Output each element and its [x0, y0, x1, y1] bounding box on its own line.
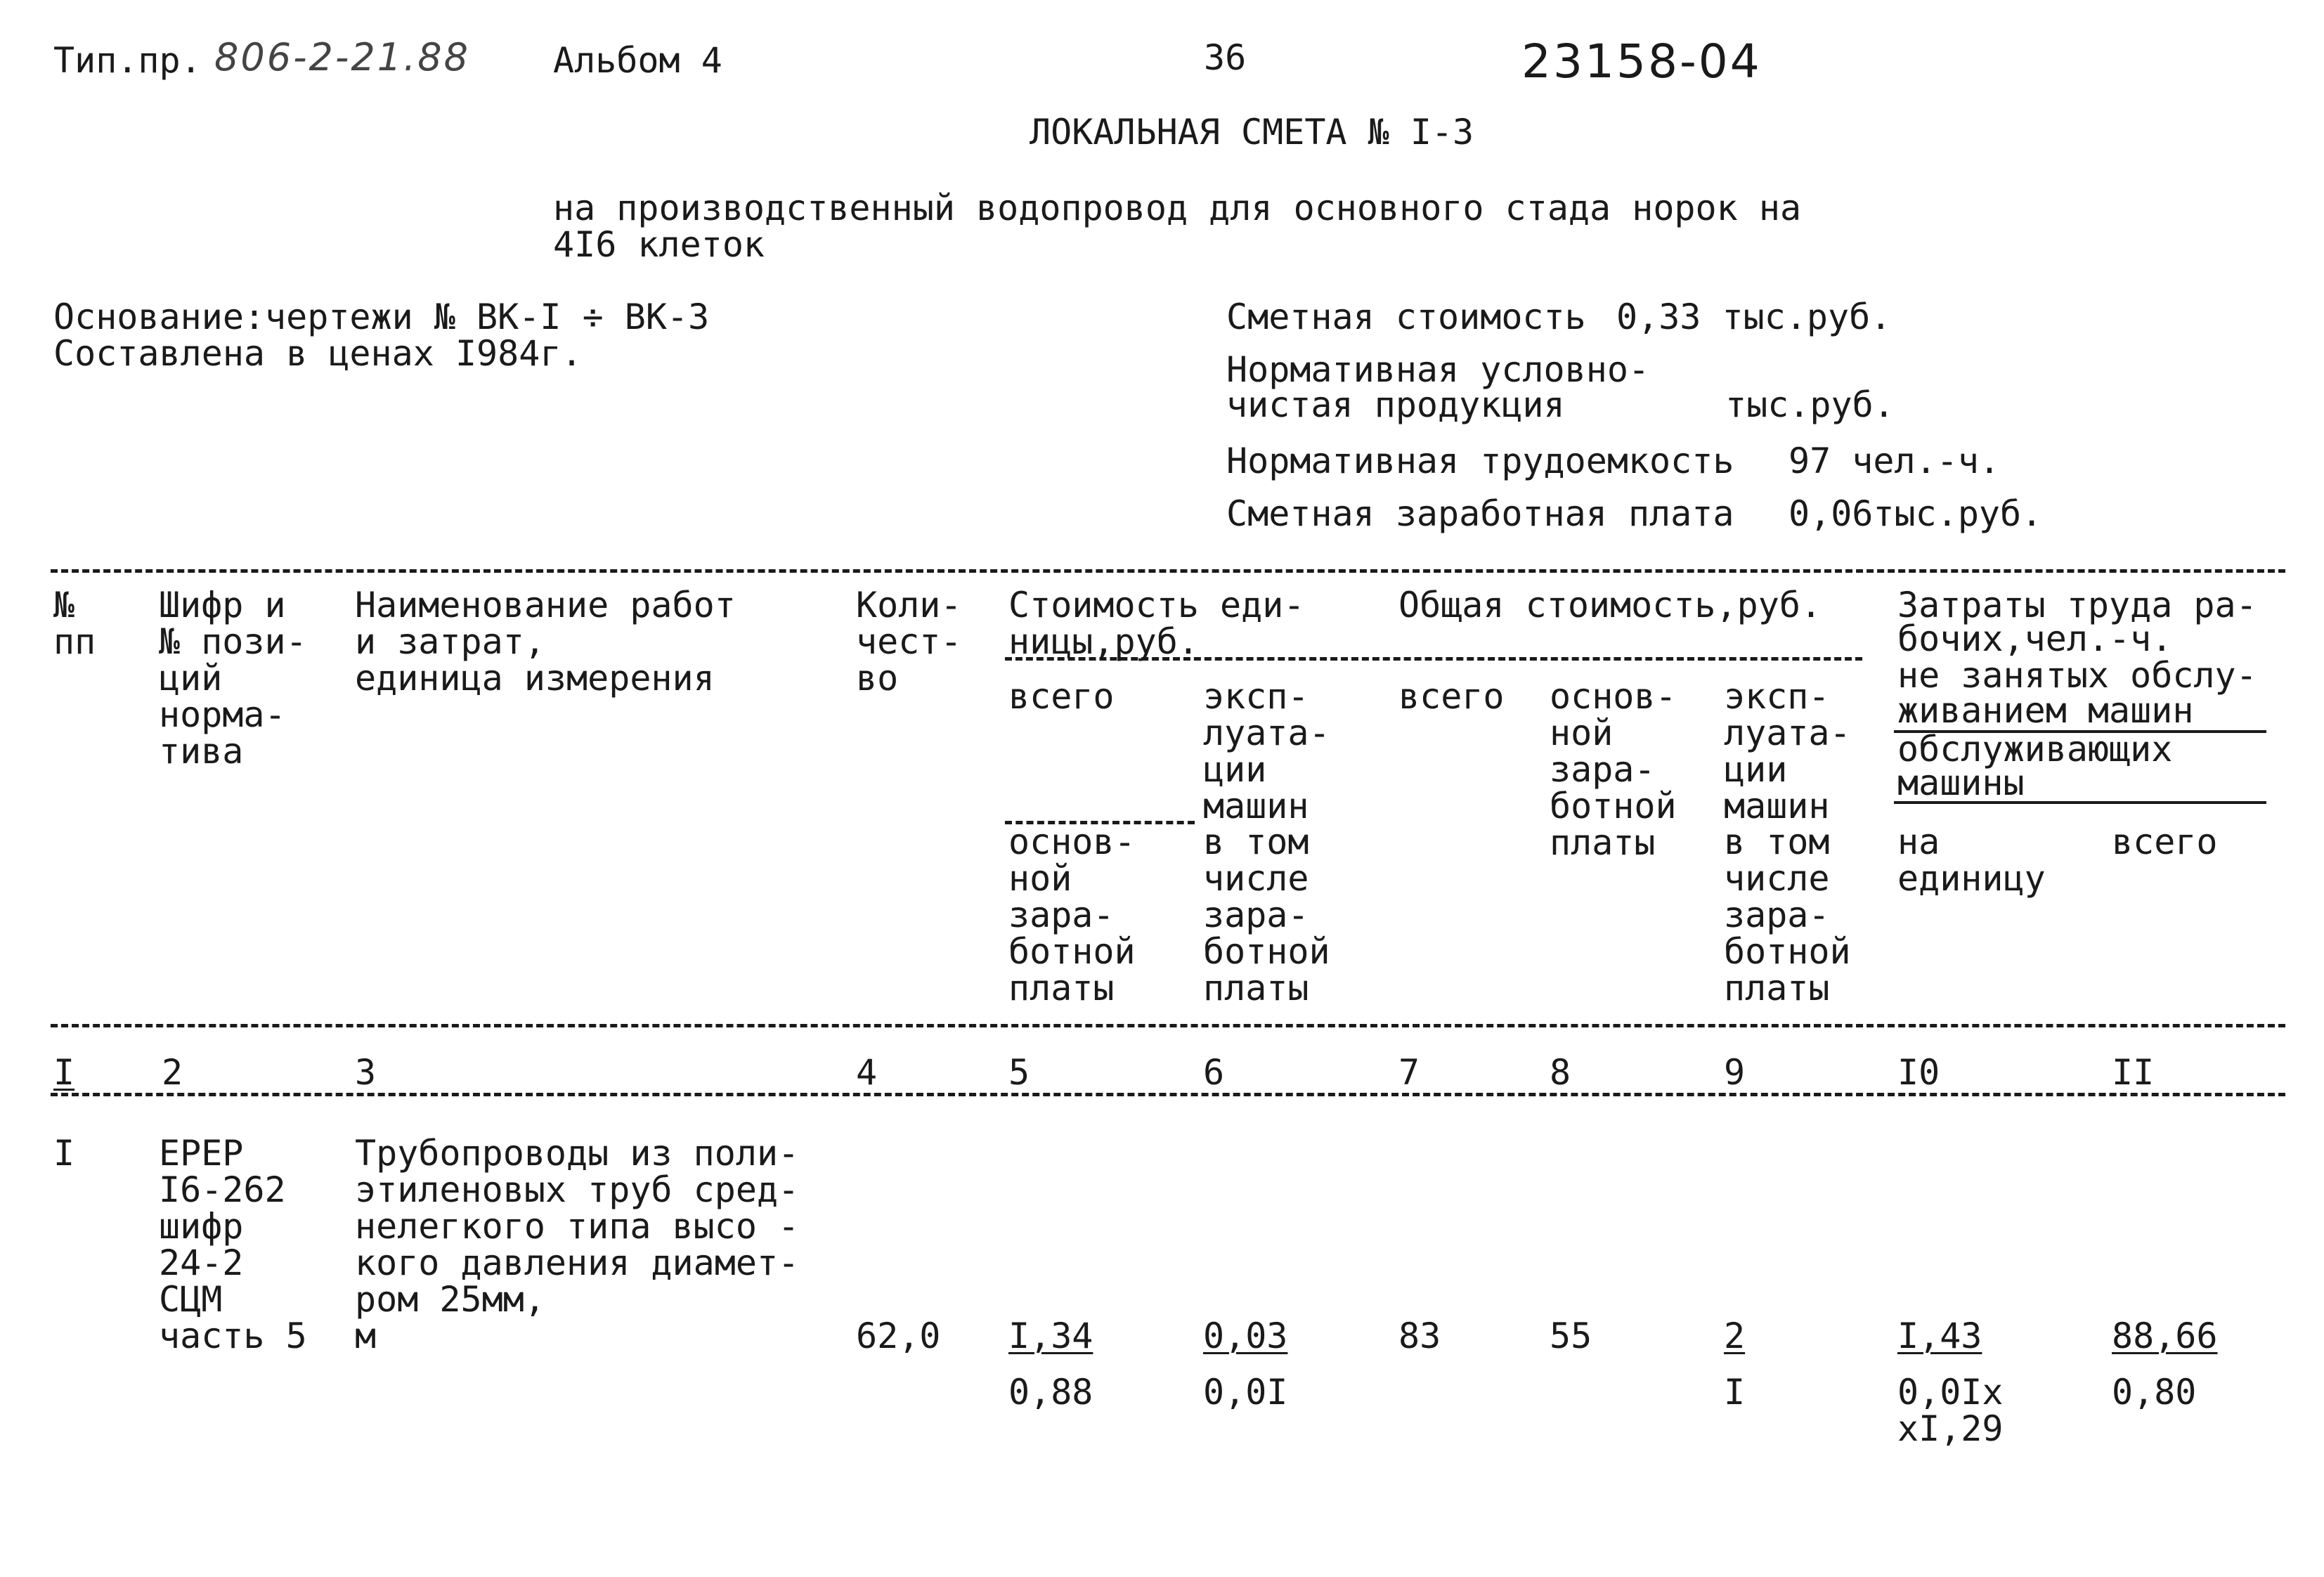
header-labor-group-line4: живанием машин — [1897, 690, 2194, 731]
labor-intensity-label: Нормативная трудоемкость — [1226, 441, 1734, 481]
column-numbers-rule — [51, 1093, 2285, 1096]
table-header-bottom-rule — [51, 1024, 2285, 1027]
row-unit-cost-machine-wage: 0,0I — [1203, 1372, 1288, 1413]
header-col5-total: всего — [1008, 676, 1115, 717]
row-unit-cost-wage: 0,88 — [1008, 1372, 1093, 1413]
header-col-name: Наименование работ и затрат, единица измерения — [355, 585, 736, 699]
header-labor-group-line1: Затраты труда ра- — [1897, 585, 2257, 625]
estimated-cost-label: Сметная стоимость — [1226, 297, 1586, 337]
header-col10-per-unit: на единицу — [1897, 822, 2046, 899]
header-labor-group-line5: обслуживающих — [1897, 729, 2173, 770]
table-top-rule — [51, 569, 2285, 573]
header-col9-machine-wage: в том числе зара- ботной платы — [1724, 822, 1851, 1008]
column-number-9: 9 — [1724, 1052, 1746, 1093]
basis-line2: Составлена в ценах I984г. — [53, 333, 583, 374]
header-col11-total: всего — [2112, 822, 2218, 862]
column-number-3: 3 — [355, 1052, 377, 1093]
row-labor-per-unit-machine: 0,0Ix xI,29 — [1897, 1372, 2004, 1449]
header-col9-machine: эксп- луата- ции машин — [1724, 676, 1851, 826]
estimate-subject-line1: на производственный водопровод для основного стада норок на — [553, 188, 1802, 228]
header-col7-total: всего — [1398, 676, 1505, 717]
type-project-number: 806-2-21.88 — [214, 35, 470, 79]
wage-label: Сметная заработная плата — [1226, 493, 1734, 534]
column-number-2: 2 — [162, 1052, 183, 1093]
net-product-unit: тыс.руб. — [1725, 384, 1895, 425]
estimated-cost-value: 0,33 тыс.руб. — [1616, 297, 1892, 337]
header-col6-machine: эксп- луата- ции машин — [1203, 676, 1330, 826]
header-col5-wage: основ- ной зара- ботной платы — [1008, 822, 1136, 1008]
header-col-quantity: Коли- чест- во — [856, 585, 962, 699]
row-total-cost: 83 — [1398, 1316, 1441, 1356]
column-number-10: I0 — [1897, 1052, 1940, 1093]
row-unit-cost-machine: 0,03 — [1203, 1316, 1288, 1356]
estimate-subject-line2: 4I6 клеток — [553, 224, 765, 265]
row-labor-total: 88,66 — [2112, 1316, 2218, 1356]
header-labor-group-line6: машины — [1897, 762, 2025, 803]
page-number: 36 — [1204, 37, 1247, 78]
document-code: 23158-04 — [1521, 34, 1762, 89]
header-unit-cost-group: Стоимость еди- ницы,руб. — [1008, 585, 1305, 662]
type-project-prefix: Тип.пр. — [53, 40, 202, 81]
column-number-4: 4 — [856, 1052, 878, 1093]
row-number: I — [53, 1133, 75, 1174]
estimate-heading: ЛОКАЛЬНАЯ СМЕТА № I-3 — [1030, 112, 1474, 152]
column-number-8: 8 — [1550, 1052, 1571, 1093]
header-col-code: Шифр и № пози- ций норма- тива — [159, 585, 307, 772]
net-product-label-line2: чистая продукция — [1226, 384, 1565, 425]
row-unit-cost-total: I,34 — [1008, 1316, 1093, 1356]
column-number-11: II — [2112, 1052, 2155, 1093]
column-number-6: 6 — [1203, 1052, 1225, 1093]
row-total-machine: 2 — [1724, 1316, 1746, 1356]
row-total-machine-wage: I — [1724, 1372, 1746, 1413]
row-labor-per-unit: I,43 — [1897, 1316, 1982, 1356]
row-labor-total-machine: 0,80 — [2112, 1372, 2197, 1413]
row-quantity: 62,0 — [856, 1316, 941, 1356]
labor-intensity-value: 97 чел.-ч. — [1789, 441, 2001, 481]
basis-line1: Основание:чертежи № ВК-I ÷ ВК-3 — [53, 297, 710, 337]
header-total-cost-group: Общая стоимость,руб. — [1398, 585, 1822, 625]
row-total-wage: 55 — [1550, 1316, 1592, 1356]
album-label: Альбом 4 — [553, 40, 722, 81]
header-col6-machine-wage: в том числе зара- ботной платы — [1203, 822, 1330, 1008]
header-col8-wage: основ- ной зара- ботной платы — [1550, 676, 1677, 863]
column-number-5: 5 — [1008, 1052, 1030, 1093]
net-product-label-line1: Нормативная условно- — [1226, 349, 1650, 390]
column-number-7: 7 — [1398, 1052, 1420, 1093]
row-work-name: Трубопроводы из поли- этиленовых труб сред- нелегкого типа высо - кого давления диамет- ром 25мм, м — [355, 1133, 800, 1356]
header-col-number: № пп — [53, 585, 96, 662]
row-norm-code: ЕРЕР I6-262 шифр 24-2 СЦМ часть 5 — [159, 1133, 307, 1356]
column-number-1: I — [53, 1052, 75, 1093]
wage-value: 0,06тыс.руб. — [1789, 493, 2043, 534]
header-labor-group-line2: бочих,чел.-ч. — [1897, 618, 2173, 659]
header-labor-group-line3: не занятых обслу- — [1897, 655, 2257, 696]
